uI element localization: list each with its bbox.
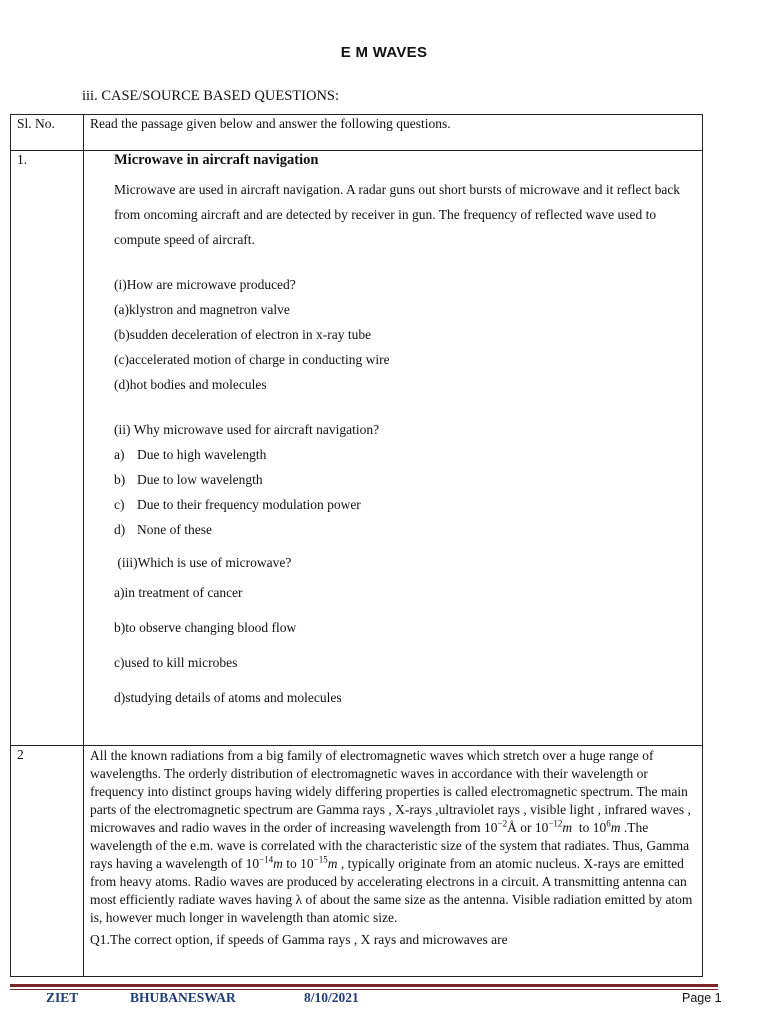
question-text: Q1.The correct option, if speeds of Gamma rays , X rays and microwaves are xyxy=(90,932,508,947)
option-text: Due to low wavelength xyxy=(137,472,263,487)
option-letter: a) xyxy=(114,447,125,462)
footer-city: BHUBANESWAR xyxy=(130,990,236,1005)
table-row xyxy=(11,151,703,746)
option-item: a)in treatment of cancer xyxy=(114,585,243,600)
option-item xyxy=(114,467,696,492)
passage-text: Microwave are used in aircraft navigation. A radar guns out short bursts of microwave and it reflect back from oncoming aircraft and are detected by receiver in gun. The frequency of reflected wave used to compute speed of aircraft. xyxy=(114,182,681,247)
option-letter: c) xyxy=(114,497,125,512)
option-item xyxy=(114,517,696,542)
option-item: b)to observe changing blood flow xyxy=(114,620,297,635)
option-list xyxy=(114,442,696,542)
table-header-row xyxy=(11,115,703,151)
footer-rule xyxy=(10,984,718,987)
serial-number: 2 xyxy=(11,746,84,977)
option-item: d)studying details of atoms and molecules xyxy=(114,690,342,705)
passage-text: All the known radiations from a big family of electromagnetic waves which stretch over a huge range of wavelengths. The orderly distribution of electromagnetic waves in accordance with their wavelength or frequency into distinct groups having widely differing properties is called electromagnetic spectrum. The main parts of the electromagnetic spectrum are Gamma rays , X-rays ,ultraviolet rays , visible light , infrared waves , microwaves and radio waves in the order of increasing wavelength from $10^{-2}Å$ or $10^{-12}m$ to $10^6m$ .The wavelength of the e.m. wave is correlated with the characteristic size of the system that radiates. Thus, Gamma rays having a wavelength of $10^{-14}m$ to $10^{-15}m$ , typically originate from an atomic nucleus. X-rays are emitted from heavy atoms. Radio waves are produced by accelerating electrons in a circuit. A transmitting antenna can most efficiently radiate waves having λ of about the same size as the antenna. Visible radiation emitted by atom is, however much longer in wavelength than atomic size. xyxy=(90,748,693,925)
option-text: Due to high wavelength xyxy=(137,447,267,462)
math-power: $10^{-14}m$ xyxy=(245,854,283,871)
question-text: (ii) Why microwave used for aircraft navigation? xyxy=(114,422,380,437)
footer-date: 8/10/2021 xyxy=(304,990,359,1005)
option-letter: b) xyxy=(114,472,126,487)
question-table xyxy=(10,114,703,977)
page-title: E M WAVES xyxy=(340,44,428,61)
option-item: (c)accelerated motion of charge in conducting wire xyxy=(114,352,390,367)
option-item: (b)sudden deceleration of electron in x-ray tube xyxy=(114,327,372,342)
option-list xyxy=(114,575,696,715)
instruction-header: Read the passage given below and answer the following questions. xyxy=(84,115,703,151)
math-power: $10^{-2}$ xyxy=(484,818,508,835)
passage-title: Microwave in aircraft navigation xyxy=(114,152,319,168)
serial-header: Sl. No. xyxy=(11,115,84,151)
footer xyxy=(46,990,359,1006)
section-heading: iii. CASE/SOURCE BASED QUESTIONS: xyxy=(82,88,340,104)
option-item: (d)hot bodies and molecules xyxy=(114,377,267,392)
footer-org: ZIET xyxy=(46,990,79,1005)
option-item xyxy=(114,442,696,467)
serial-number: 1. xyxy=(11,151,84,746)
question-text: (iii)Which is use of microwave? xyxy=(114,555,292,570)
page-number: Page 1 xyxy=(682,991,722,1005)
option-list xyxy=(114,297,696,397)
option-letter: d) xyxy=(114,522,126,537)
math-power: $10^6m$ xyxy=(592,818,621,835)
math-power: $10^{-15}m$ xyxy=(300,854,338,871)
option-text: Due to their frequency modulation power xyxy=(137,497,361,512)
option-item: (a)klystron and magnetron valve xyxy=(114,302,290,317)
math-power: $10^{-12}m$ xyxy=(534,818,573,835)
question-cell xyxy=(84,746,703,977)
option-item: c)used to kill microbes xyxy=(114,655,238,670)
table-row xyxy=(11,746,703,977)
question-cell xyxy=(84,151,703,746)
option-item xyxy=(114,492,696,517)
option-text: None of these xyxy=(137,522,212,537)
question-text: (i)How are microwave produced? xyxy=(114,277,296,292)
